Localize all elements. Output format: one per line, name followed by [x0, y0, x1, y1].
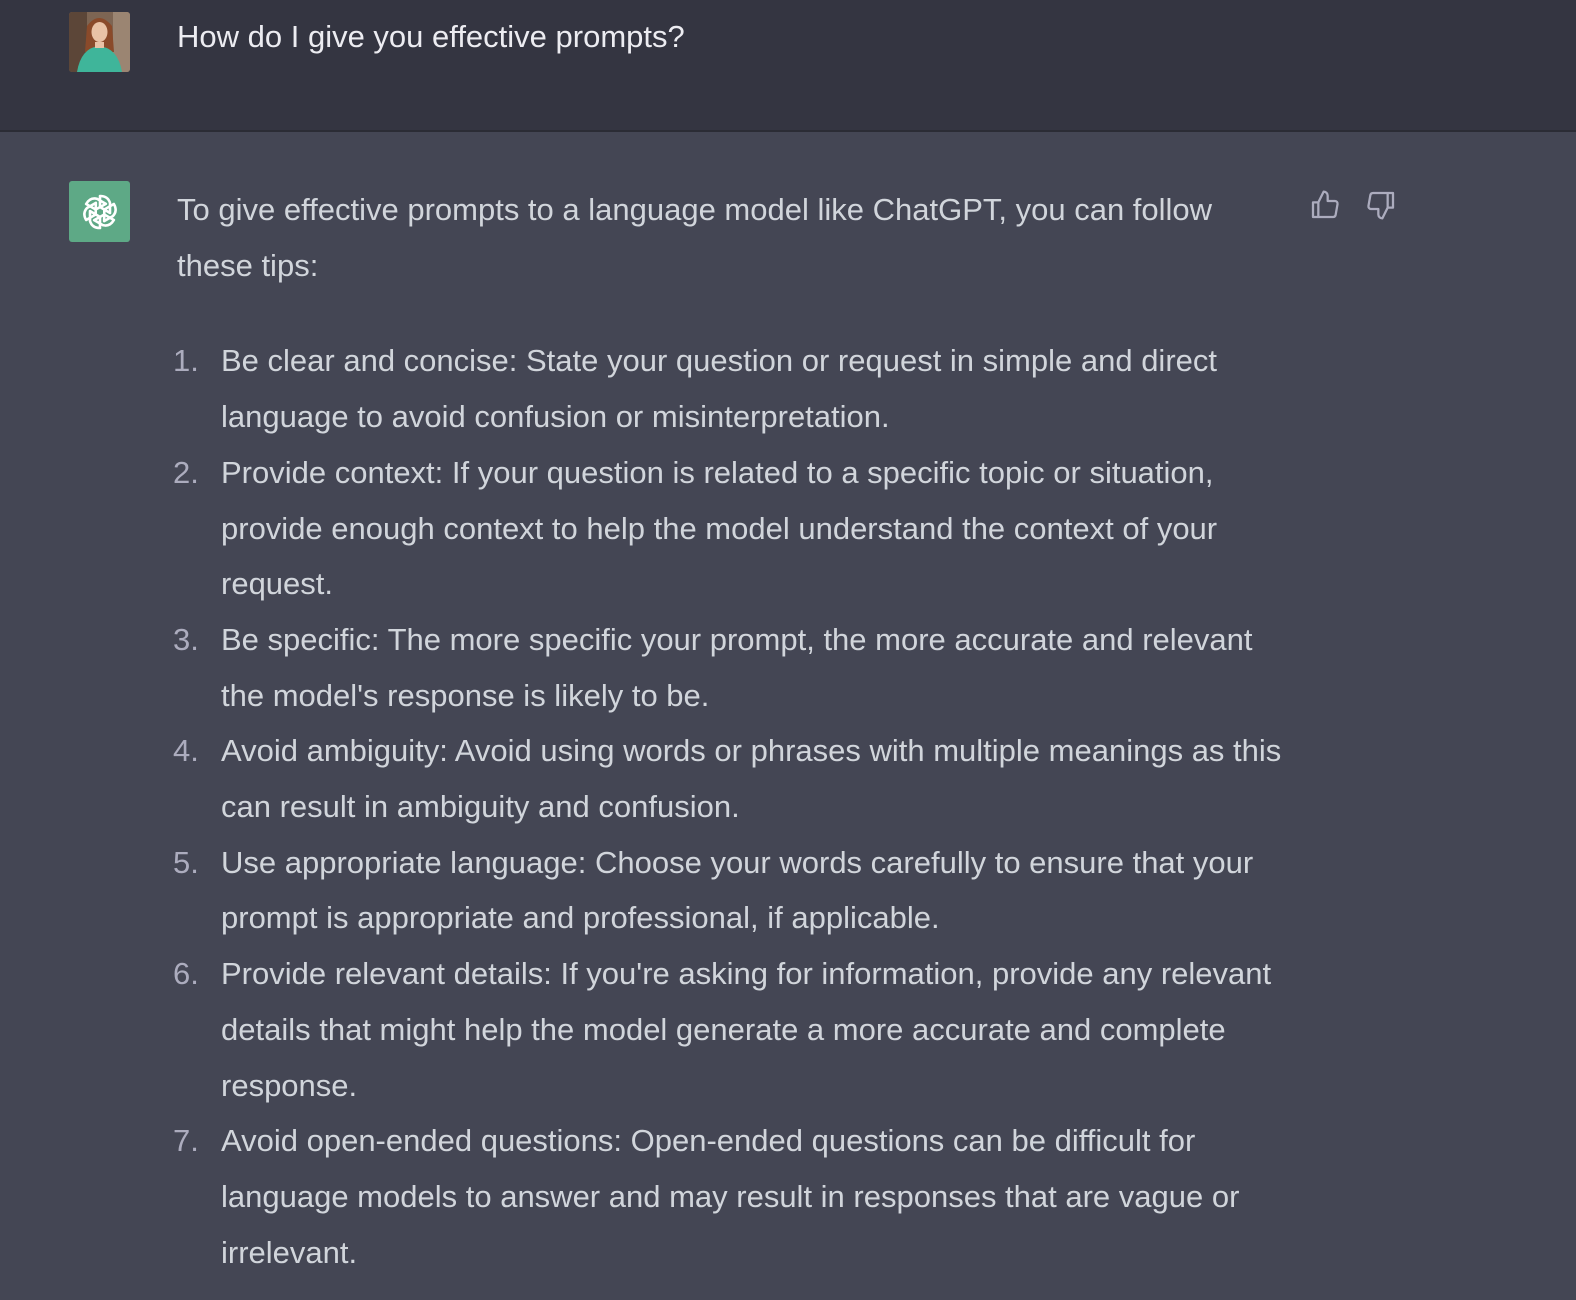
list-number: 3. — [173, 621, 199, 657]
thumbs-up-button[interactable] — [1307, 187, 1343, 223]
list-item — [173, 612, 1287, 723]
thumbs-up-icon — [1309, 189, 1341, 221]
list-number: 6. — [173, 956, 199, 992]
list-item — [173, 333, 1287, 444]
assistant-message-text — [173, 182, 1287, 1280]
list-item — [173, 1113, 1287, 1280]
list-item-text: Provide context: If your question is related to a specific topic or situation, provide enough context to help the model understand the context of your request. — [221, 454, 1218, 602]
user-message-row — [0, 0, 1576, 132]
tips-list — [173, 333, 1287, 1280]
chatgpt-logo-icon — [79, 191, 121, 233]
list-item — [173, 445, 1287, 612]
list-number: 5. — [173, 844, 199, 880]
user-message-text: How do I give you effective prompts? — [177, 19, 685, 54]
assistant-message-row — [0, 132, 1576, 1300]
list-number: 7. — [173, 1123, 199, 1159]
list-item-text: Provide relevant details: If you're asking for information, provide any relevant details that might help the model generate a more accurate and complete response. — [221, 956, 1272, 1103]
list-item-text: Use appropriate language: Choose your words carefully to ensure that your prompt is appropriate and professional, if applicable. — [221, 844, 1254, 936]
list-number: 2. — [173, 454, 199, 490]
thumbs-down-icon — [1365, 189, 1397, 221]
list-item-text: Avoid open-ended questions: Open-ended questions can be difficult for language models to answer and may result in responses that are vague or irrelevant. — [221, 1123, 1240, 1270]
answer-intro: To give effective prompts to a language model like ChatGPT, you can follow these tips: — [177, 192, 1213, 283]
user-avatar-photo-icon — [69, 12, 130, 72]
list-item-text: Avoid ambiguity: Avoid using words or phrases with multiple meanings as this can result in ambiguity and confusion. — [221, 733, 1282, 825]
thumbs-down-button[interactable] — [1363, 187, 1399, 223]
list-number: 4. — [173, 733, 199, 769]
user-avatar — [69, 12, 130, 72]
assistant-avatar — [69, 181, 130, 242]
list-item — [173, 946, 1287, 1113]
list-item-text: Be specific: The more specific your prompt, the more accurate and relevant the model's response is likely to be. — [221, 621, 1253, 713]
list-item — [173, 835, 1287, 946]
list-item-text: Be clear and concise: State your question or request in simple and direct language to avoid confusion or misinterpretation. — [221, 343, 1217, 435]
list-item — [173, 723, 1287, 834]
list-number: 1. — [173, 343, 199, 379]
